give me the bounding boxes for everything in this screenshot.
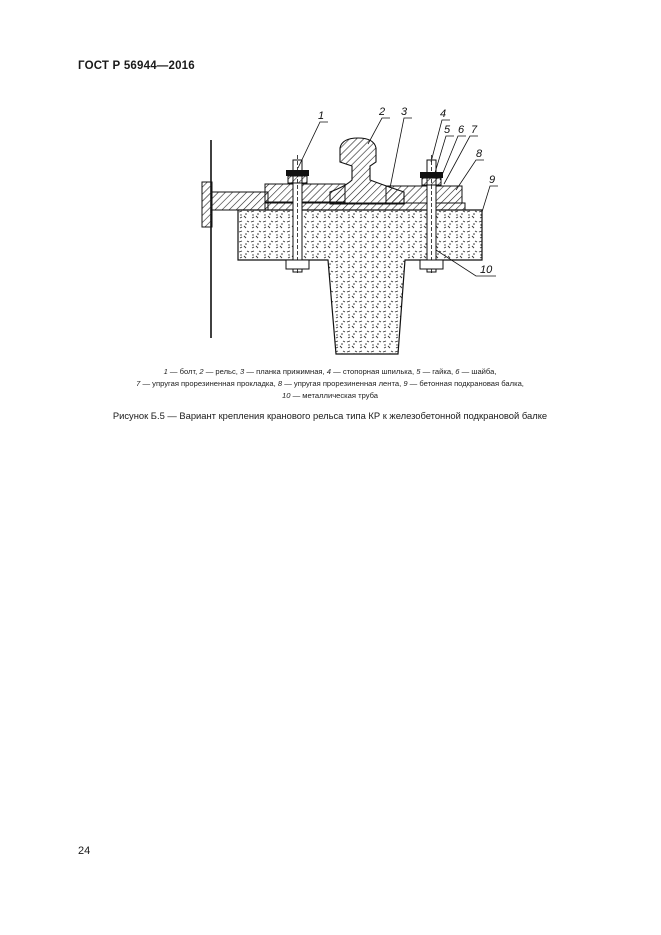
document-header: ГОСТ Р 56944—2016 — [78, 60, 195, 72]
figure-caption: Рисунок Б.5 — Вариант крепления кранового рельса типа КР к железобетонной подкрановой балке — [112, 410, 548, 421]
figure-legend — [100, 366, 560, 402]
callout-2: 2 — [379, 106, 386, 118]
page-number: 24 — [78, 845, 91, 857]
callout-4: 4 — [440, 108, 447, 120]
legend-line-1: 1 — болт, 2 — рельс, 3 — планка прижимная, 4 — стопорная шпилька, 5 — гайка, 6 — шайба, — [163, 367, 497, 376]
legend-line-2: 7 — упругая прорезиненная прокладка, 8 — упругая прорезиненная лента, 9 — бетонная подкрановая балка, — [136, 379, 524, 388]
concrete-beam — [238, 210, 482, 354]
callout-3: 3 — [401, 106, 408, 118]
callout-1: 1 — [318, 110, 325, 122]
crane-rail — [330, 138, 404, 204]
legend-line-3: 10 — металлическая труба — [282, 391, 378, 400]
callout-6: 6 — [458, 124, 465, 136]
callout-9: 9 — [489, 174, 496, 186]
callout-5: 5 — [444, 124, 451, 136]
steel-bracket — [202, 182, 212, 227]
callout-10: 10 — [480, 264, 493, 276]
callout-7: 7 — [471, 124, 478, 136]
callout-8: 8 — [476, 148, 483, 160]
rail-fastening-drawing — [190, 100, 510, 360]
